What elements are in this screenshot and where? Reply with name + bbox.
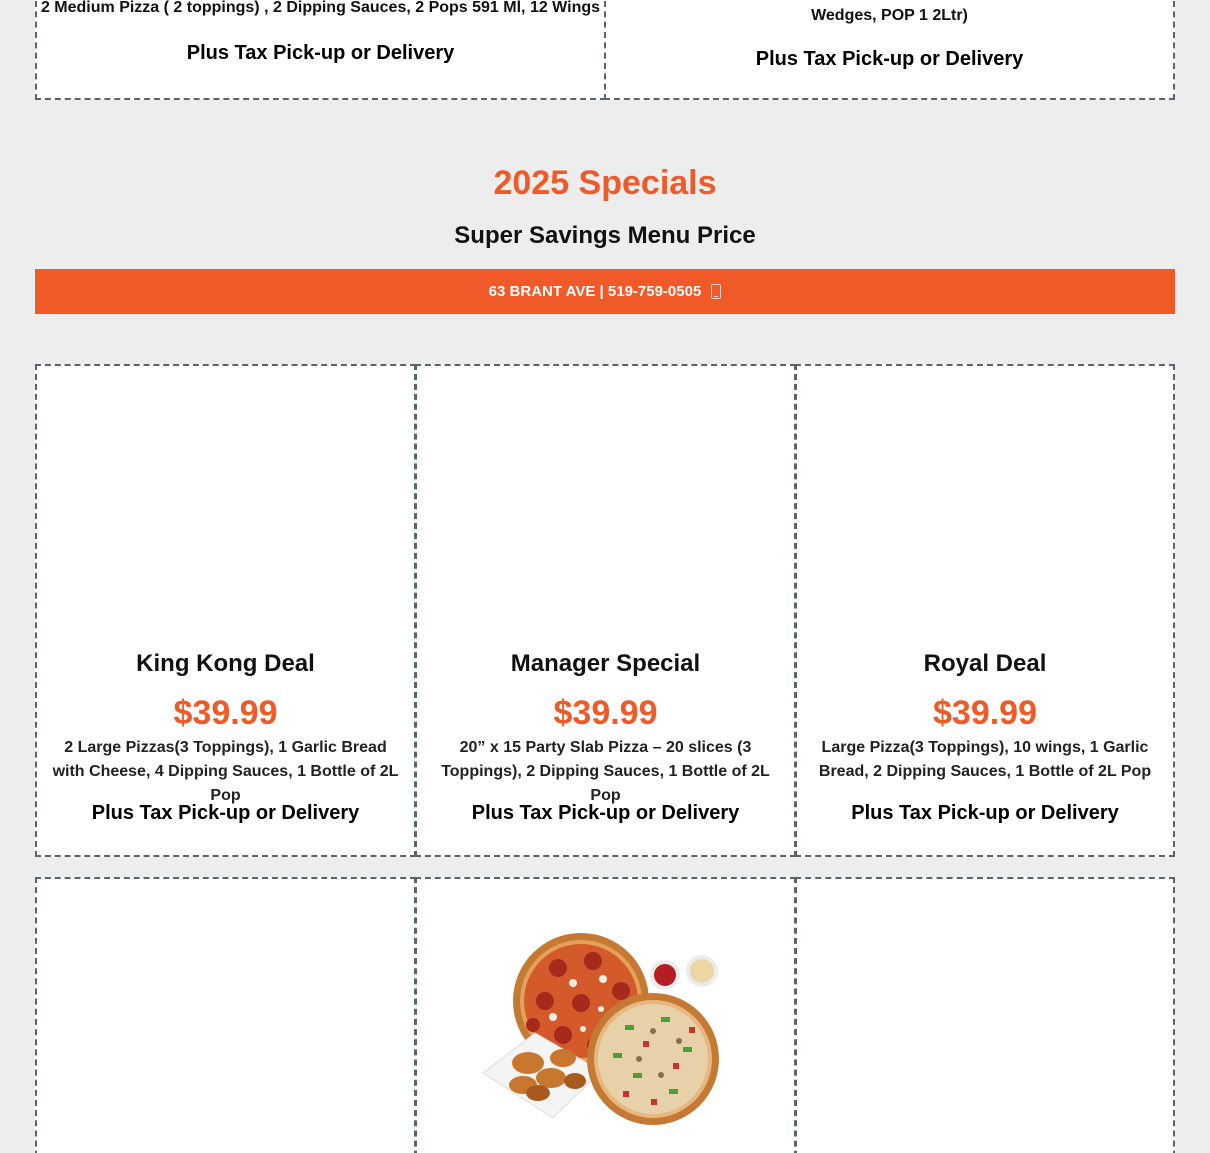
deal-card-4 [35,877,416,1153]
address-phone-text: 63 BRANT AVE | 519-759-0505 [488,283,702,300]
deal-card-royal [795,364,1175,857]
deal-description: Large Pizza(3 Toppings), 10 wings, 1 Garlic Bread, 2 Dipping Sauces, 1 Bottle of 2L Pop [818,739,1152,780]
specials-subtitle: Super Savings Menu Price [454,222,756,249]
address-phone-bar[interactable] [35,269,1175,314]
top-deal-card-2 [604,0,1175,100]
deal-card-6 [795,877,1175,1153]
tax-note: Plus Tax Pick-up or Delivery [755,48,1024,70]
tax-note: Plus Tax Pick-up or Delivery [471,802,740,824]
deal-name: Royal Deal [923,650,1047,677]
deal-card-king-kong [35,364,416,857]
top-deal-card-1 [35,0,606,100]
tax-note: Plus Tax Pick-up or Delivery [851,802,1119,824]
deal-description: 20” x 15 Party Slab Pizza – 20 slices (3 Toppings), 2 Dipping Sauces, 1 Bottle of 2L Pop [441,739,770,804]
deal-name: Manager Special [510,650,701,677]
tax-note: Plus Tax Pick-up or Delivery [186,42,455,64]
tax-note: Plus Tax Pick-up or Delivery [91,802,360,824]
deal-name: King Kong Deal [136,650,315,677]
deal-card-manager-special [415,364,796,857]
deal-description: Wedges, POP 1 2Ltr) [811,7,968,24]
deal-card-5 [415,877,796,1153]
phone-icon [711,284,721,299]
deal-description: 2 Large Pizzas(3 Toppings), 1 Garlic Bread with Cheese, 4 Dipping Sauces, 1 Bottle of 2L Pop [52,739,399,804]
deal-description: 2 Medium Pizza ( 2 toppings) , 2 Dipping Sauces, 2 Pops 591 Ml, 12 Wings [40,0,601,16]
deal-price: $39.99 [933,694,1037,732]
deal-price: $39.99 [173,694,278,732]
specials-title: 2025 Specials [493,164,717,202]
deal-price: $39.99 [553,694,658,732]
pizza-combo-image [483,913,733,1129]
